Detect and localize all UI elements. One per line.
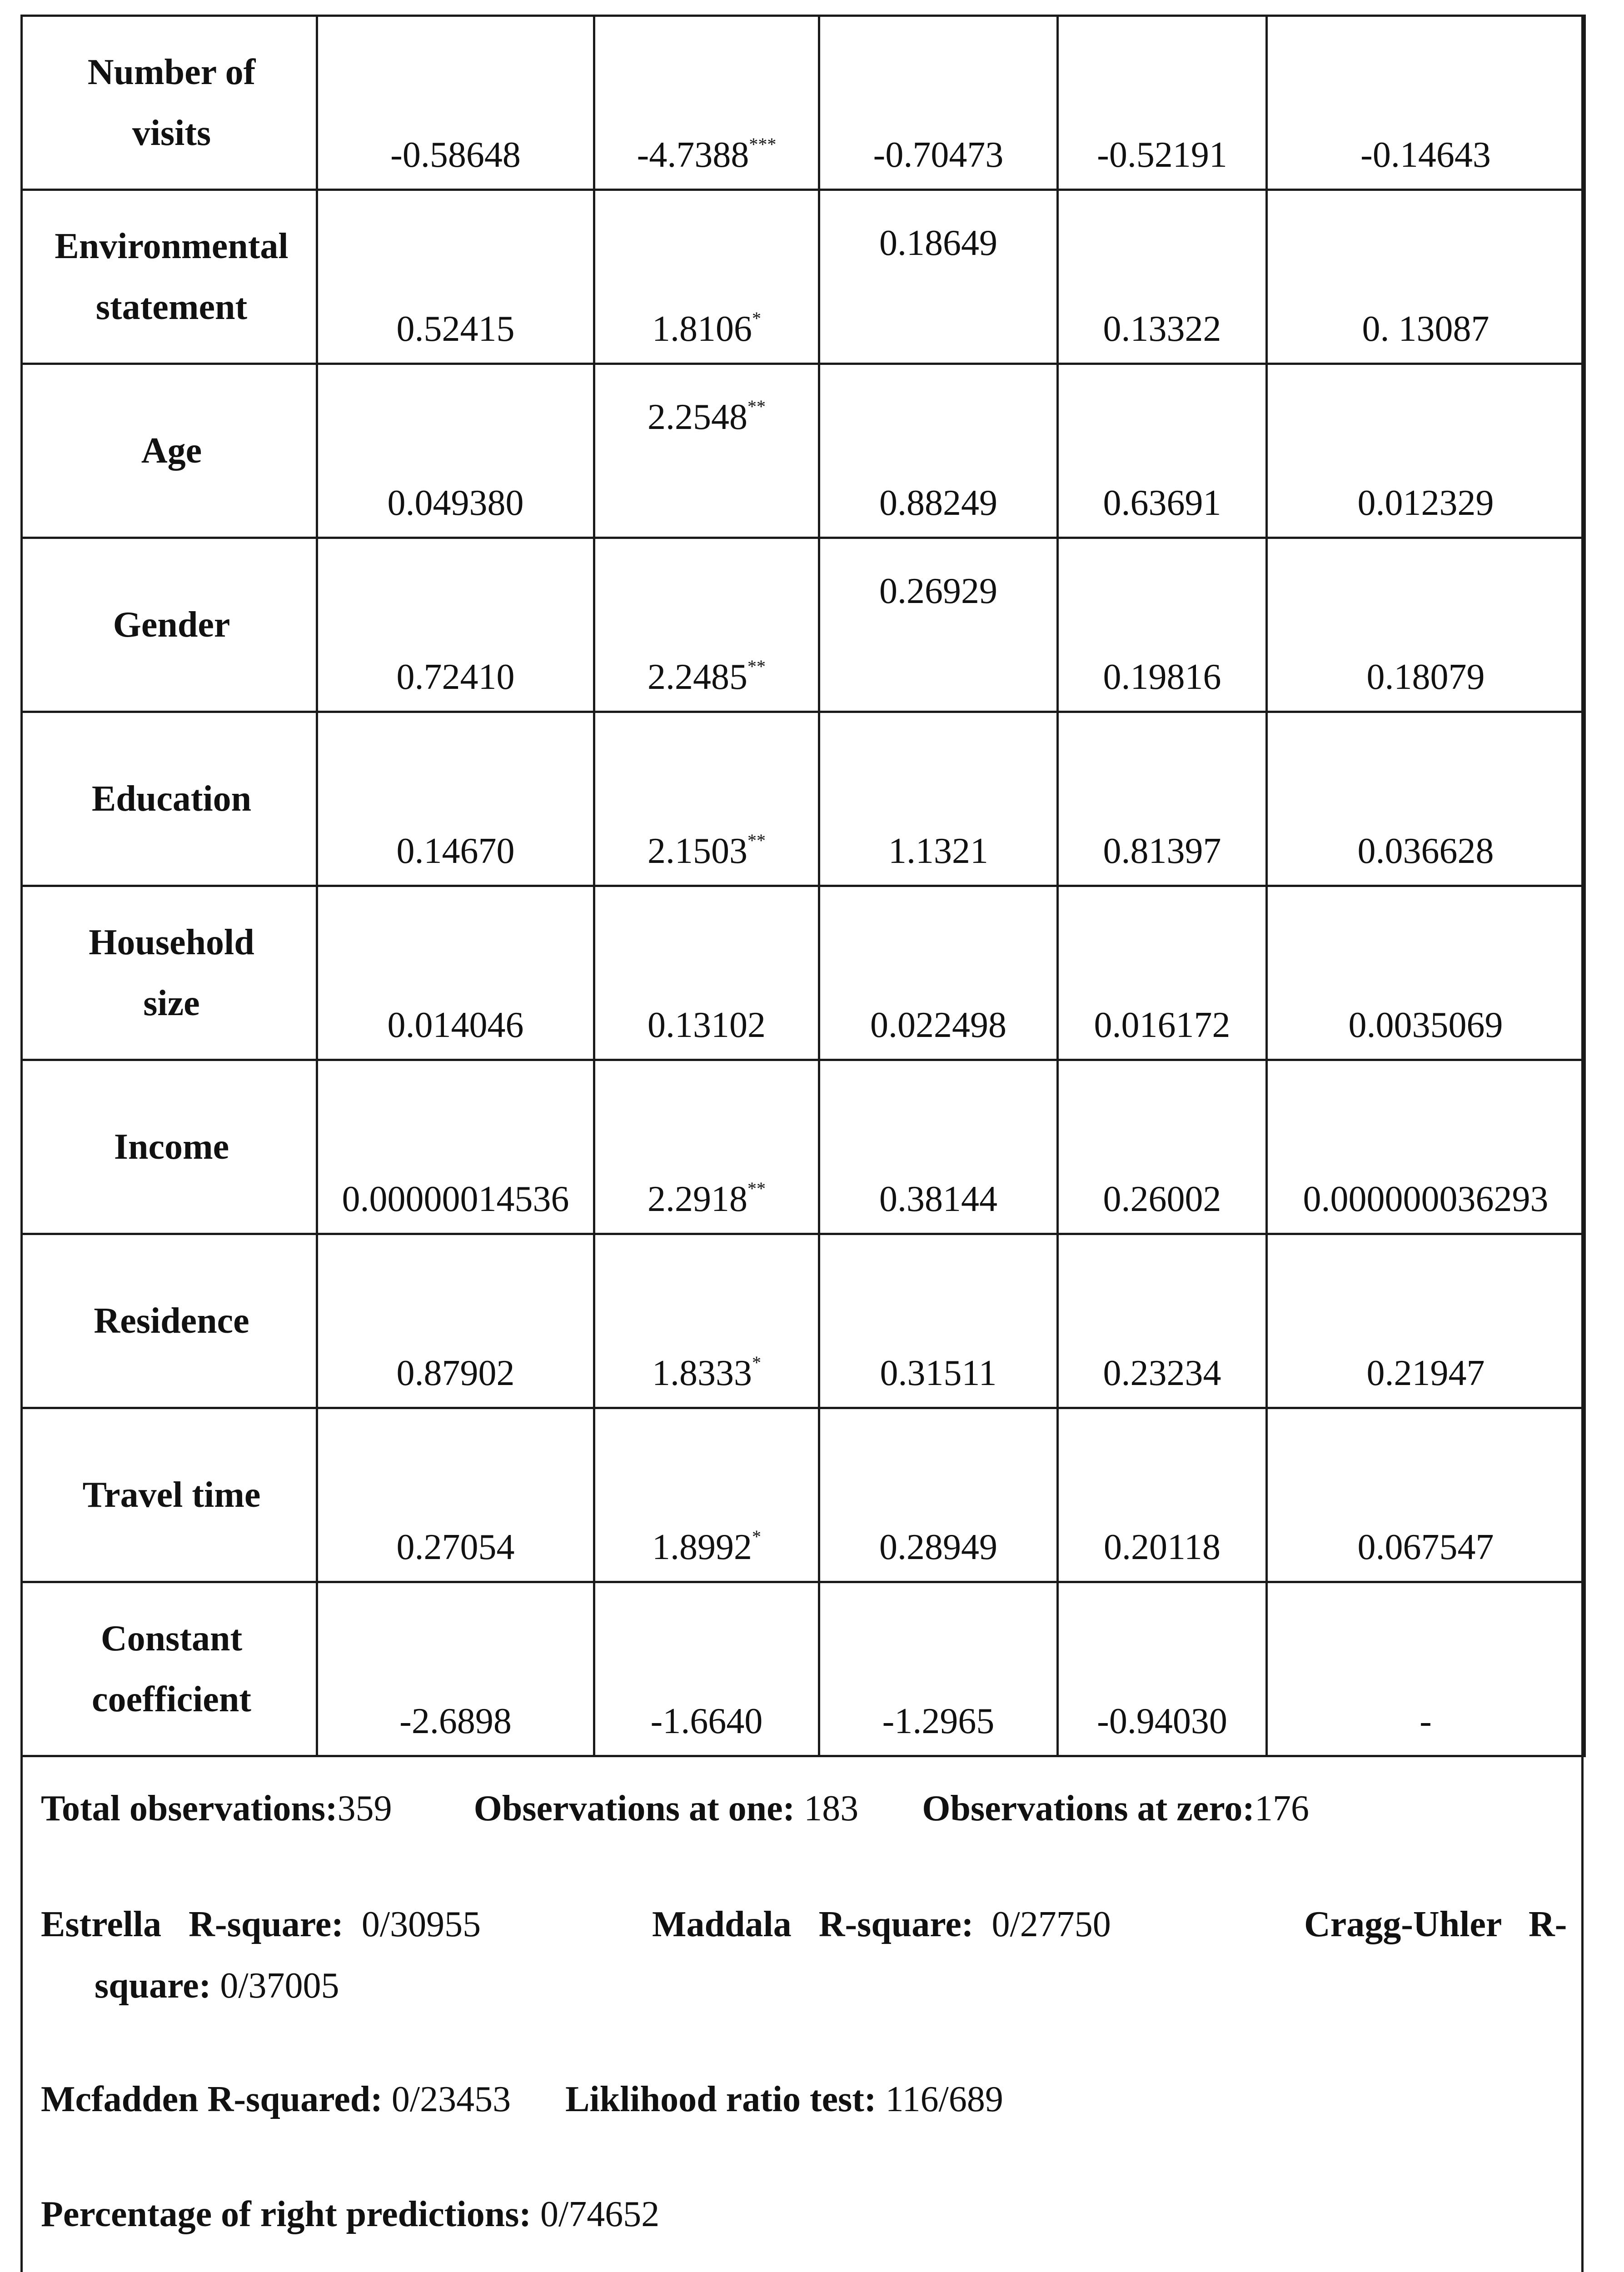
coefficient-value <box>1094 1005 1230 1045</box>
value-cell <box>1267 712 1585 886</box>
row-label <box>22 538 317 712</box>
coefficient-value <box>1358 1527 1494 1567</box>
coefficient-number: -0.58648 <box>390 135 521 175</box>
coefficient-number: 1.1321 <box>888 831 988 871</box>
coefficient-value <box>1349 1005 1503 1045</box>
coefficient-number: - <box>1420 1701 1432 1741</box>
value-cell <box>594 1582 819 1756</box>
coefficient-value <box>648 1179 766 1219</box>
coefficient-number: 0.0035069 <box>1348 1005 1503 1045</box>
value-cell <box>317 190 594 364</box>
coefficient-number: 0.18649 <box>879 223 997 263</box>
coefficient-value <box>1103 483 1221 523</box>
coefficient-value <box>880 1353 996 1393</box>
table-row <box>22 364 1585 538</box>
coefficient-value <box>648 657 766 697</box>
estrella-value: 0/30955 <box>343 1904 481 1944</box>
row-label <box>22 364 317 538</box>
value-cell <box>1058 538 1267 712</box>
value-cell <box>1267 364 1585 538</box>
coefficient-value <box>879 1179 997 1219</box>
coefficient-number: 0.067547 <box>1357 1527 1494 1567</box>
coefficient-value <box>873 135 1004 175</box>
observations-at-one-value: 183 <box>795 1789 859 1829</box>
table-row <box>22 16 1585 190</box>
coefficient-number: 0.012329 <box>1357 483 1494 523</box>
coefficient-number: -4.7388 <box>637 135 749 175</box>
coefficient-value <box>1367 1353 1485 1393</box>
value-cell <box>1058 1234 1267 1408</box>
coefficient-value <box>820 223 1056 264</box>
table-row <box>22 712 1585 886</box>
row-label-text: size <box>143 983 200 1023</box>
likelihood-ratio-value: 116/689 <box>876 2079 1003 2119</box>
coefficient-value <box>1358 483 1494 523</box>
table-row <box>22 1060 1585 1234</box>
coefficient-value <box>879 483 997 523</box>
value-cell <box>594 190 819 364</box>
row-label-text: coefficient <box>92 1679 251 1719</box>
coefficient-number: 1.8333 <box>652 1353 752 1393</box>
row-label-text: Gender <box>113 604 230 645</box>
row-label-text: Environmental <box>55 226 289 266</box>
significance-stars: ** <box>747 656 766 677</box>
total-observations-label: Total observations: <box>41 1789 338 1829</box>
coefficient-value <box>1420 1701 1432 1741</box>
coefficient-value <box>637 135 777 175</box>
value-cell <box>317 1060 594 1234</box>
likelihood-ratio-label: Liklihood ratio test: <box>565 2079 877 2119</box>
coefficient-value <box>1362 309 1489 349</box>
coefficient-value <box>820 571 1056 612</box>
value-cell <box>594 886 819 1060</box>
row-label-text: Education <box>91 778 252 819</box>
coefficient-value <box>595 397 818 438</box>
coefficient-number: -1.2965 <box>882 1701 995 1741</box>
coefficient-value <box>1303 1179 1549 1219</box>
estrella-label: Estrella R-square: <box>41 1904 344 1944</box>
value-cell <box>317 886 594 1060</box>
row-label-text: Residence <box>94 1300 249 1341</box>
coefficient-number: 1.8106 <box>652 309 752 349</box>
value-cell <box>317 364 594 538</box>
value-cell <box>317 538 594 712</box>
value-cell <box>1267 886 1585 1060</box>
row-label-text: Age <box>141 430 202 471</box>
coefficient-number: 0.72410 <box>396 657 515 697</box>
coefficient-value <box>388 483 524 523</box>
table-row <box>22 538 1585 712</box>
row-label <box>22 1408 317 1582</box>
significance-stars: * <box>752 1352 761 1373</box>
coefficient-value <box>342 1179 569 1219</box>
row-label-text: Household <box>89 922 254 962</box>
value-cell <box>594 364 819 538</box>
row-label-text: Income <box>114 1126 229 1167</box>
coefficient-value <box>1367 657 1485 697</box>
stats-line-predictions <box>41 2184 659 2244</box>
coefficient-number: 0.049380 <box>387 483 524 523</box>
coefficient-value <box>648 1005 766 1045</box>
right-predictions-label: Percentage of right predictions: <box>41 2194 532 2234</box>
coefficient-value <box>879 1527 997 1567</box>
cragg-uhler-label-cont: square: <box>95 1966 211 2006</box>
significance-stars: *** <box>749 134 777 155</box>
value-cell <box>594 1234 819 1408</box>
coefficient-number: 0.87902 <box>396 1353 515 1393</box>
stats-line-mcfadden <box>41 2069 1003 2129</box>
coefficient-value <box>397 1353 515 1393</box>
value-cell <box>594 538 819 712</box>
coefficient-number: -1.6640 <box>650 1701 763 1741</box>
coefficient-value <box>1097 135 1227 175</box>
mcfadden-value: 0/23453 <box>382 2079 511 2119</box>
coefficient-number: 2.2548 <box>648 397 747 437</box>
cragg-uhler-label: Cragg-Uhler R- <box>1304 1904 1567 1944</box>
significance-stars: * <box>752 308 761 329</box>
coefficient-value <box>1358 831 1494 871</box>
significance-stars: * <box>752 1526 761 1547</box>
coefficient-value <box>397 1527 515 1567</box>
row-label <box>22 1234 317 1408</box>
coefficient-number: 0.20118 <box>1103 1527 1221 1567</box>
stats-line-rsquare <box>41 1894 481 1954</box>
coefficient-number: 0.88249 <box>879 483 997 523</box>
right-predictions-value: 0/74652 <box>531 2194 660 2234</box>
observations-at-one-label: Observations at one: <box>473 1789 795 1829</box>
coefficient-number: 0.26929 <box>879 571 997 611</box>
value-cell <box>1267 1408 1585 1582</box>
coefficient-value <box>399 1701 512 1741</box>
coefficient-number: 0.000000036293 <box>1303 1179 1549 1219</box>
stats-line-observations <box>41 1779 1309 1839</box>
coefficient-value <box>648 831 766 871</box>
significance-stars: ** <box>747 396 766 417</box>
mcfadden-label: Mcfadden R-squared: <box>41 2079 383 2119</box>
value-cell <box>819 364 1058 538</box>
coefficient-number: 0.26002 <box>1103 1179 1221 1219</box>
row-label-text: Constant <box>100 1618 243 1659</box>
results-table <box>20 15 1586 1757</box>
observations-at-zero-value: 176 <box>1255 1789 1310 1829</box>
value-cell <box>819 1060 1058 1234</box>
value-cell <box>317 16 594 190</box>
stats-line-cragg-cont <box>95 1956 339 2016</box>
value-cell <box>317 712 594 886</box>
coefficient-number: 0.81397 <box>1103 831 1221 871</box>
value-cell <box>1058 364 1267 538</box>
table-body <box>22 16 1585 1756</box>
significance-stars: ** <box>747 1178 766 1199</box>
coefficient-value <box>652 1353 761 1393</box>
coefficient-value <box>1103 1179 1221 1219</box>
coefficient-value <box>388 1005 524 1045</box>
row-label-text: visits <box>132 113 211 153</box>
coefficient-number: 0.00000014536 <box>342 1179 569 1219</box>
coefficient-value <box>1103 657 1221 697</box>
stats-line-maddala <box>652 1894 1111 1954</box>
row-label <box>22 712 317 886</box>
coefficient-number: -0.70473 <box>873 135 1004 175</box>
value-cell <box>594 16 819 190</box>
value-cell <box>1267 538 1585 712</box>
row-label <box>22 1060 317 1234</box>
coefficient-value <box>390 135 521 175</box>
table-row <box>22 886 1585 1060</box>
coefficient-number: 2.1503 <box>648 831 747 871</box>
coefficient-value <box>888 831 988 871</box>
coefficient-value <box>1103 1353 1221 1393</box>
value-cell <box>317 1234 594 1408</box>
coefficient-number: 0.14670 <box>396 831 515 871</box>
value-cell <box>1267 1060 1585 1234</box>
coefficient-number: 1.8992 <box>652 1527 752 1567</box>
coefficient-number: 0.13322 <box>1103 309 1221 349</box>
coefficient-value <box>652 1527 761 1567</box>
value-cell <box>317 1408 594 1582</box>
value-cell <box>819 190 1058 364</box>
total-observations-value: 359 <box>337 1789 392 1829</box>
value-cell <box>819 1234 1058 1408</box>
coefficient-value <box>397 309 515 349</box>
coefficient-value <box>870 1005 1006 1045</box>
coefficient-value <box>1104 1527 1220 1567</box>
stats-line-cragg <box>1304 1894 1567 1954</box>
value-cell <box>1058 1582 1267 1756</box>
maddala-label: Maddala R-square: <box>652 1904 974 1944</box>
coefficient-value <box>397 831 515 871</box>
coefficient-value <box>652 309 761 349</box>
coefficient-number: 0. 13087 <box>1362 309 1489 349</box>
coefficient-number: 0.52415 <box>396 309 515 349</box>
coefficient-number: 0.18079 <box>1366 657 1485 697</box>
value-cell <box>594 1408 819 1582</box>
coefficient-number: 0.27054 <box>396 1527 515 1567</box>
coefficient-number: 0.036628 <box>1357 831 1494 871</box>
coefficient-number: 0.016172 <box>1094 1005 1230 1045</box>
maddala-value: 0/27750 <box>973 1904 1111 1944</box>
value-cell <box>819 712 1058 886</box>
coefficient-number: 0.31511 <box>880 1353 997 1393</box>
table-row <box>22 1408 1585 1582</box>
value-cell <box>1058 16 1267 190</box>
value-cell <box>1267 1234 1585 1408</box>
coefficient-number: 0.63691 <box>1103 483 1221 523</box>
value-cell <box>1058 712 1267 886</box>
coefficient-number: -0.94030 <box>1097 1701 1227 1741</box>
table-row <box>22 1582 1585 1756</box>
coefficient-value <box>651 1701 763 1741</box>
value-cell <box>1267 1582 1585 1756</box>
value-cell <box>819 1582 1058 1756</box>
value-cell <box>594 712 819 886</box>
value-cell <box>1058 1060 1267 1234</box>
coefficient-value <box>1097 1701 1227 1741</box>
coefficient-number: 0.28949 <box>879 1527 997 1567</box>
coefficient-number: 2.2485 <box>648 657 747 697</box>
coefficient-value <box>1103 309 1221 349</box>
value-cell <box>819 886 1058 1060</box>
coefficient-number: 0.022498 <box>870 1005 1006 1045</box>
coefficient-value <box>882 1701 995 1741</box>
row-label-text: statement <box>95 287 248 327</box>
coefficient-number: 0.014046 <box>387 1005 524 1045</box>
row-label <box>22 886 317 1060</box>
value-cell <box>317 1582 594 1756</box>
value-cell <box>1058 886 1267 1060</box>
coefficient-number: 2.2918 <box>648 1179 747 1219</box>
row-label-text: Travel time <box>82 1475 261 1515</box>
coefficient-value <box>397 657 515 697</box>
value-cell <box>819 16 1058 190</box>
coefficient-number: 0.23234 <box>1103 1353 1221 1393</box>
coefficient-number: 0.38144 <box>879 1179 997 1219</box>
value-cell <box>1058 1408 1267 1582</box>
coefficient-value <box>1360 135 1491 175</box>
row-label <box>22 1582 317 1756</box>
coefficient-number: -0.14643 <box>1360 135 1491 175</box>
value-cell <box>1267 190 1585 364</box>
row-label-text: Number of <box>87 52 256 92</box>
coefficient-number: 0.19816 <box>1103 657 1221 697</box>
observations-at-zero-label: Observations at zero: <box>922 1789 1255 1829</box>
value-cell <box>1267 16 1585 190</box>
value-cell <box>819 538 1058 712</box>
row-label <box>22 190 317 364</box>
coefficient-number: 0.21947 <box>1366 1353 1485 1393</box>
coefficient-number: 0.13102 <box>648 1005 766 1045</box>
value-cell <box>819 1408 1058 1582</box>
coefficient-number: -0.52191 <box>1097 135 1227 175</box>
value-cell <box>1058 190 1267 364</box>
coefficient-number: -2.6898 <box>399 1701 512 1741</box>
significance-stars: ** <box>747 830 766 851</box>
coefficient-value <box>1103 831 1221 871</box>
table-row <box>22 190 1585 364</box>
table-row <box>22 1234 1585 1408</box>
cragg-uhler-value: 0/37005 <box>211 1966 339 2006</box>
value-cell <box>594 1060 819 1234</box>
row-label <box>22 16 317 190</box>
